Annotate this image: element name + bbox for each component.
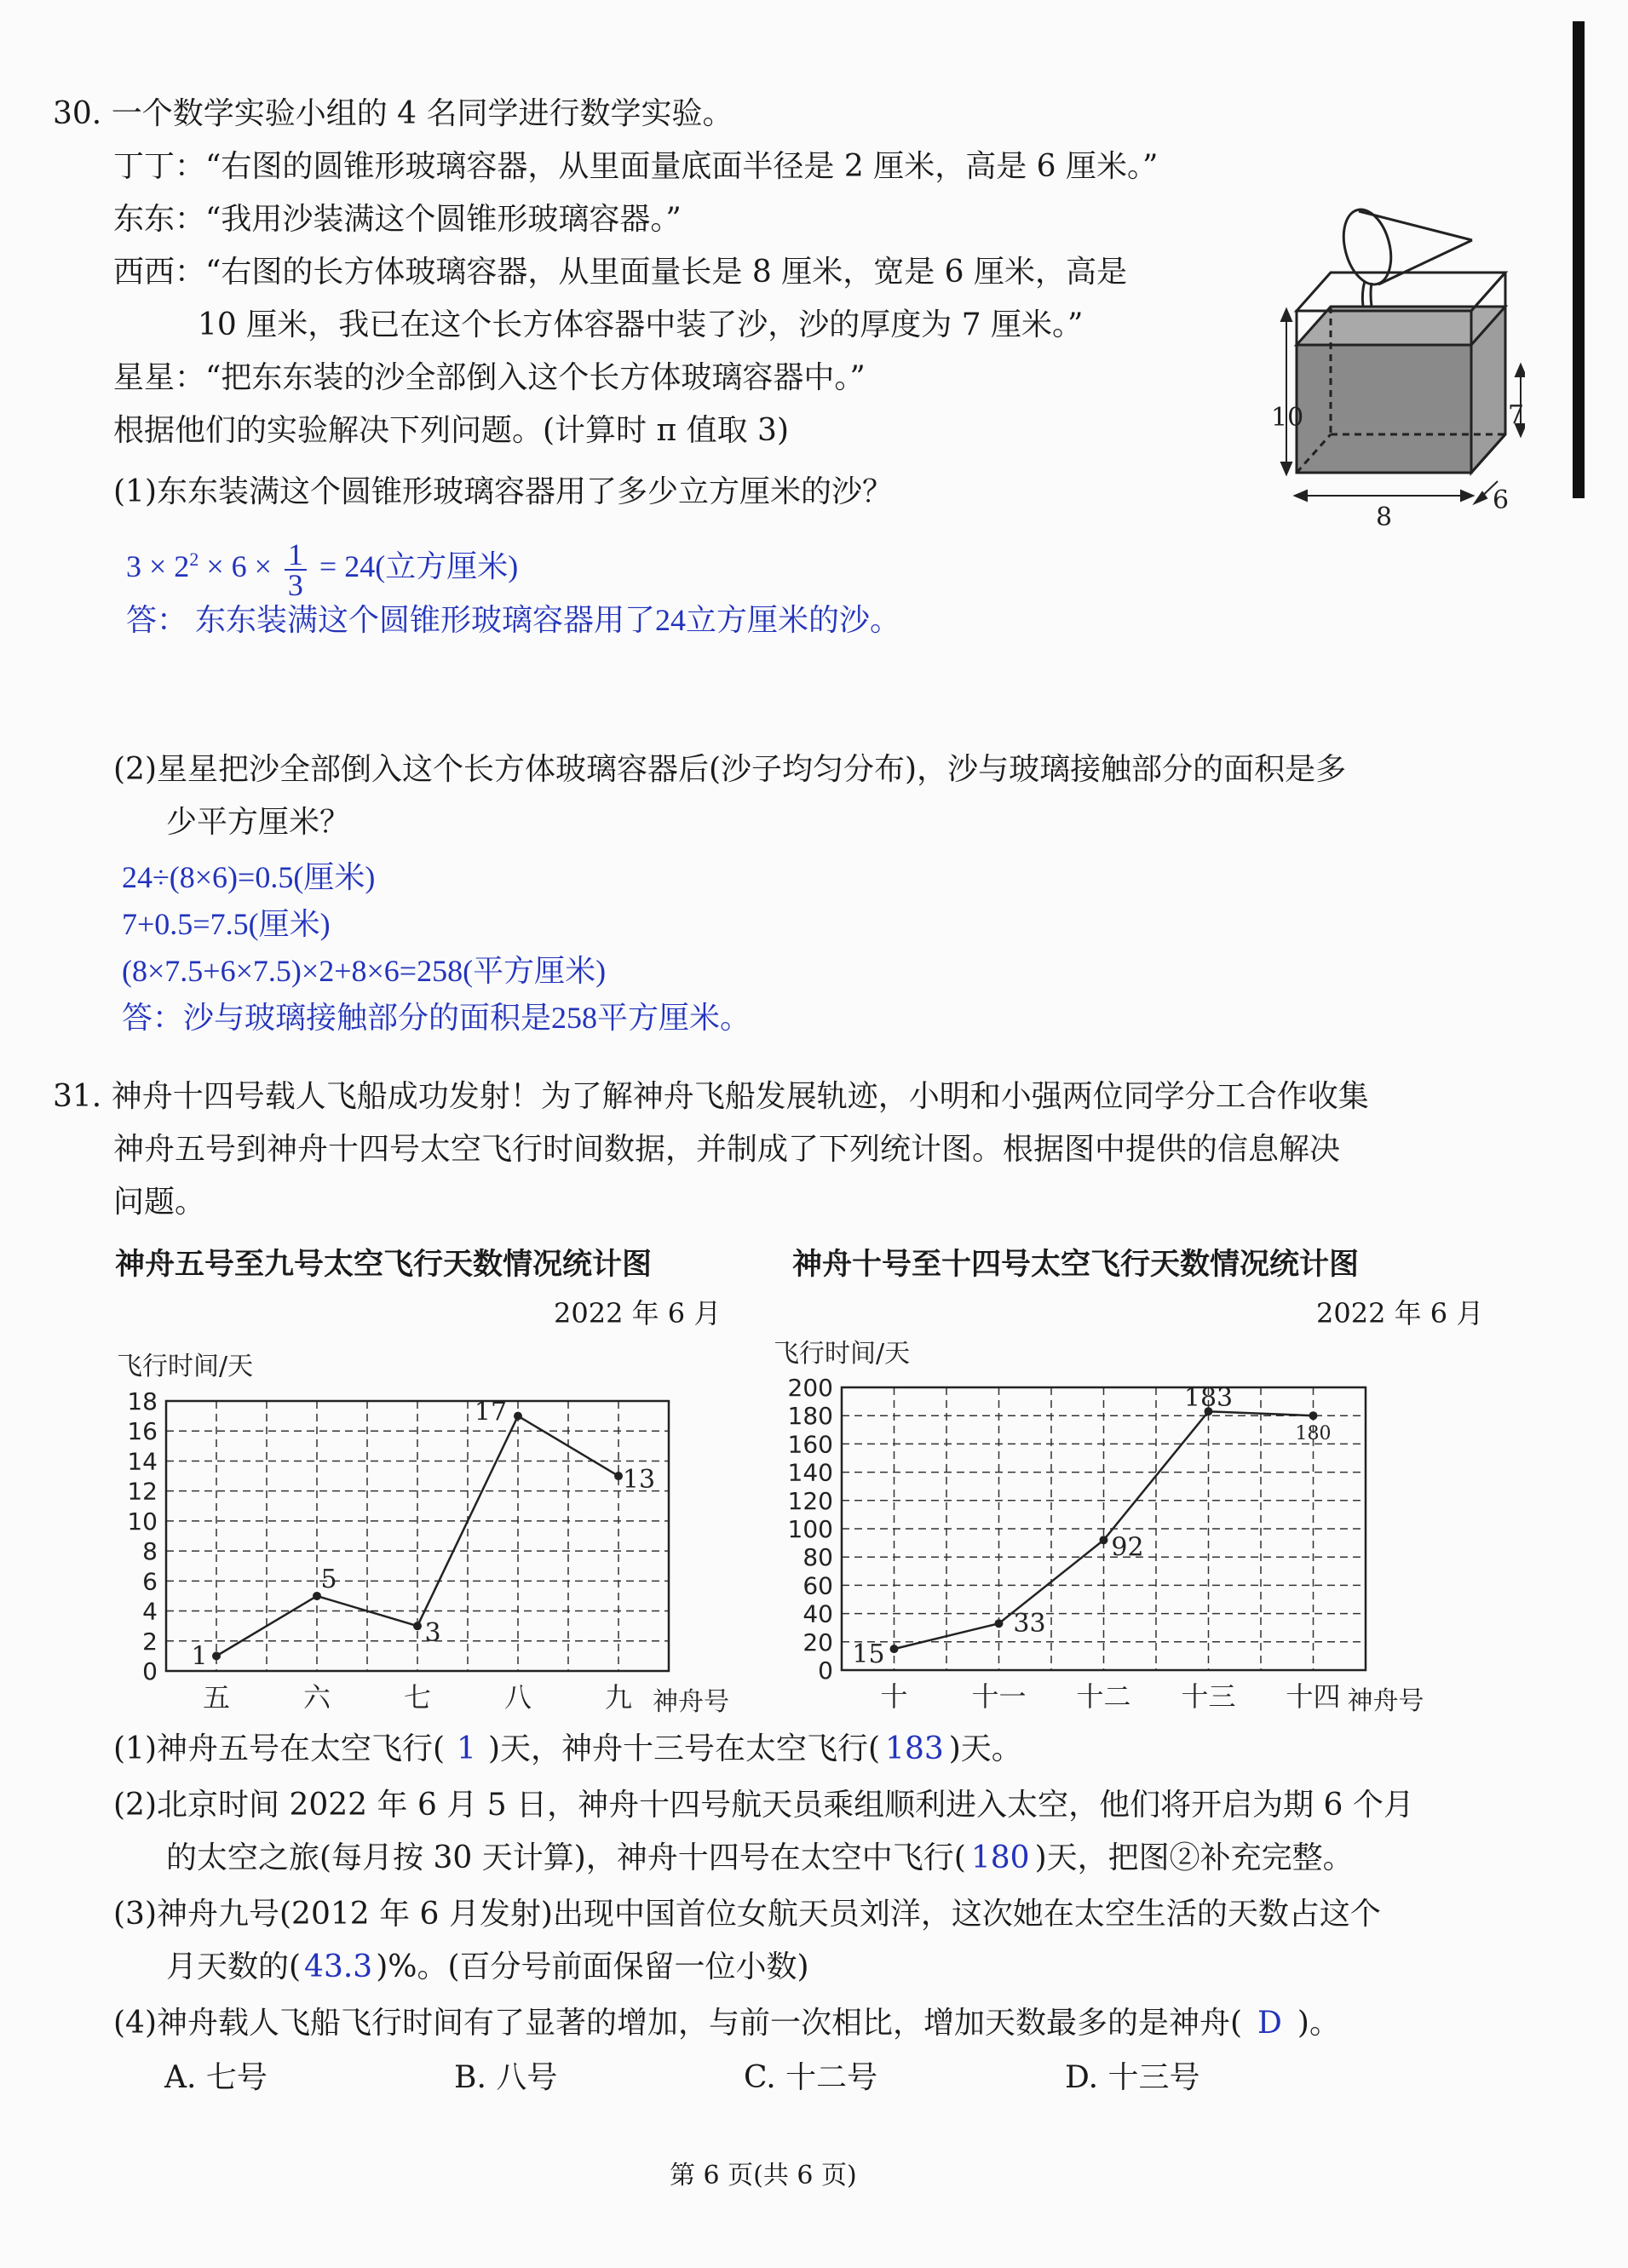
data-point bbox=[1100, 1536, 1108, 1544]
data-point bbox=[995, 1619, 1004, 1628]
chart1-date: 2022 年 6 月 bbox=[554, 1297, 722, 1329]
q31-intro-cont: 神舟五号到神舟十四号太空飞行时间数据，并制成了下列统计图。根据图中提供的信息解决 bbox=[113, 1132, 1341, 1167]
y-tick-label: 6 bbox=[142, 1567, 158, 1596]
x-tick-label: 十 bbox=[880, 1680, 908, 1713]
option-b: B. 八号 bbox=[454, 2060, 558, 2095]
q30-part1-answer: 答： 东东装满这个圆锥形玻璃容器用了24立方厘米的沙。 bbox=[126, 603, 901, 637]
q31-part3-cont: 月天数的( 43.3 )%。(百分号前面保留一位小数) bbox=[166, 1949, 809, 1984]
y-tick-label: 0 bbox=[818, 1657, 833, 1685]
q30-line-dongdong: 东东：“我用沙装满这个圆锥形玻璃容器。” bbox=[113, 202, 682, 237]
x-tick-label: 十三 bbox=[1181, 1680, 1236, 1713]
page-edge-shadow bbox=[1573, 21, 1585, 498]
cuboid-width-label: 6 bbox=[1493, 485, 1510, 515]
sand-height-label: 7 bbox=[1508, 400, 1525, 430]
y-tick-label: 60 bbox=[802, 1571, 833, 1600]
x-tick-label: 十四 bbox=[1286, 1680, 1341, 1713]
chart2-date: 2022 年 6 月 bbox=[1316, 1297, 1484, 1329]
x-tick-label: 九 bbox=[604, 1681, 633, 1714]
q31-intro-end: 问题。 bbox=[113, 1185, 206, 1220]
y-tick-label: 10 bbox=[127, 1507, 158, 1536]
q31-part4-answer: D bbox=[1257, 2006, 1282, 2041]
y-tick-label: 40 bbox=[802, 1599, 833, 1628]
x-tick-label: 六 bbox=[302, 1681, 331, 1714]
q30-intro: 30. 一个数学实验小组的 4 名同学进行数学实验。 bbox=[53, 96, 733, 131]
data-point bbox=[212, 1651, 221, 1660]
cone-illustration bbox=[1336, 204, 1472, 307]
y-tick-label: 2 bbox=[142, 1627, 158, 1656]
y-tick-label: 4 bbox=[142, 1597, 158, 1626]
data-label: 3 bbox=[424, 1618, 441, 1649]
chart2-line-chart bbox=[750, 1324, 1482, 1729]
y-tick-label: 160 bbox=[787, 1430, 833, 1459]
q30-part1-question: (1)东东装满这个圆锥形玻璃容器用了多少立方厘米的沙？ bbox=[113, 474, 893, 509]
q30-part2-step2: 7+0.5=7.5(厘米) bbox=[122, 907, 331, 941]
q31-part4: (4)神舟载人飞船飞行时间有了显著的增加，与前一次相比，增加天数最多的是神舟( D )。 bbox=[113, 2006, 1340, 2041]
data-point bbox=[514, 1412, 522, 1421]
y-tick-label: 12 bbox=[127, 1477, 158, 1506]
x-tick-label: 十二 bbox=[1076, 1680, 1131, 1713]
q30-part2-question: (2)星星把沙全部倒入这个长方体玻璃容器后(沙子均匀分布)，沙与玻璃接触部分的面积是多 bbox=[113, 752, 1347, 787]
q30-line-xingxing: 星星：“把东东装的沙全部倒入这个长方体玻璃容器中。” bbox=[113, 360, 866, 395]
data-point bbox=[890, 1645, 899, 1653]
x-tick-label: 八 bbox=[503, 1681, 532, 1714]
q31-part3: (3)神舟九号(2012 年 6 月发射)出现中国首位女航天员刘洋，这次她在太空生活的天数占这个 bbox=[113, 1897, 1381, 1932]
y-tick-label: 120 bbox=[787, 1486, 833, 1515]
cuboid-illustration bbox=[1297, 273, 1505, 473]
x-tick-label: 五 bbox=[202, 1681, 231, 1714]
x-tick-label: 十一 bbox=[971, 1680, 1027, 1713]
q31-part1-answer1: 1 bbox=[457, 1731, 476, 1766]
container-figure bbox=[1269, 200, 1525, 528]
q30-part2-step3: (8×7.5+6×7.5)×2+8×6=258(平方厘米) bbox=[122, 954, 607, 988]
x-axis-label: 神舟号 bbox=[1347, 1686, 1424, 1716]
q31-part1: (1)神舟五号在太空飞行( 1 )天，神舟十三号在太空飞行( 183 )天。 bbox=[113, 1731, 1022, 1766]
q30-instruction: 根据他们的实验解决下列问题。(计算时 π 值取 3) bbox=[113, 413, 789, 448]
q30-line-xixi: 西西：“右图的长方体玻璃容器，从里面量长是 8 厘米，宽是 6 厘米，高是 bbox=[113, 255, 1127, 290]
data-label: 180 bbox=[1295, 1423, 1332, 1445]
q30-part1-formula: $3 \times 2^2 \times 6$ × $\frac{1}{3}$ = 24(立方厘米) bbox=[126, 537, 519, 602]
data-point bbox=[1309, 1411, 1318, 1420]
data-label: 183 bbox=[1183, 1383, 1234, 1414]
q30-part2-step1: 24÷(8×6)=0.5(厘米) bbox=[122, 860, 376, 894]
page-footer: 第 6 页(共 6 页) bbox=[670, 2161, 857, 2190]
q31-intro: 31. 神舟十四号载人飞船成功发射！为了解神舟飞船发展轨迹，小明和小强两位同学分工合作收集 bbox=[53, 1079, 1369, 1114]
cuboid-height-label: 10 bbox=[1271, 403, 1304, 433]
option-c: C. 十二号 bbox=[744, 2060, 878, 2095]
y-tick-label: 140 bbox=[787, 1458, 833, 1487]
y-tick-label: 0 bbox=[142, 1657, 158, 1685]
y-tick-label: 18 bbox=[127, 1387, 158, 1415]
y-tick-label: 80 bbox=[802, 1543, 833, 1572]
data-label: 33 bbox=[1013, 1609, 1046, 1639]
x-tick-label: 七 bbox=[403, 1681, 432, 1714]
q30-line-xixi-cont: 10 厘米，我已在这个长方体容器中装了沙，沙的厚度为 7 厘米。” bbox=[198, 307, 1084, 342]
y-tick-label: 20 bbox=[802, 1628, 833, 1657]
y-tick-label: 16 bbox=[127, 1417, 158, 1446]
data-point bbox=[413, 1622, 422, 1630]
data-point bbox=[614, 1472, 623, 1480]
y-axis-label: 飞行时间/天 bbox=[774, 1339, 911, 1369]
q30-part2-answer: 答：沙与玻璃接触部分的面积是258平方厘米。 bbox=[122, 1001, 751, 1035]
y-tick-label: 100 bbox=[787, 1515, 833, 1543]
q31-part1-answer2: 183 bbox=[885, 1731, 944, 1766]
option-d: D. 十三号 bbox=[1065, 2060, 1200, 2095]
data-label: 1 bbox=[191, 1641, 208, 1672]
x-axis-label: 神舟号 bbox=[653, 1687, 729, 1717]
q31-part2-answer: 180 bbox=[970, 1840, 1030, 1875]
q30-part2-question-cont: 少平方厘米？ bbox=[166, 805, 351, 840]
chart1-line-chart bbox=[106, 1337, 762, 1729]
chart1-title: 神舟五号至九号太空飞行天数情况统计图 bbox=[115, 1248, 653, 1282]
data-label: 13 bbox=[622, 1465, 656, 1496]
q31-part2: (2)北京时间 2022 年 6 月 5 日，神舟十四号航天员乘组顺利进入太空，他们将开启为期 6 个月 bbox=[113, 1788, 1414, 1823]
chart2-title: 神舟十号至十四号太空飞行天数情况统计图 bbox=[792, 1248, 1360, 1282]
data-label: 15 bbox=[852, 1639, 885, 1670]
data-label: 5 bbox=[320, 1564, 337, 1594]
cuboid-length-label: 8 bbox=[1376, 502, 1393, 528]
q30-line-dingding: 丁丁：“右图的圆锥形玻璃容器，从里面量底面半径是 2 厘米，高是 6 厘米。” bbox=[113, 149, 1159, 184]
data-label: 92 bbox=[1111, 1532, 1144, 1563]
y-axis-label: 飞行时间/天 bbox=[117, 1352, 254, 1381]
y-tick-label: 14 bbox=[127, 1447, 158, 1476]
option-a: A. 七号 bbox=[164, 2060, 267, 2095]
q31-part2-cont: 的太空之旅(每月按 30 天计算)，神舟十四号在太空中飞行( 180 )天，把图②补充完整。 bbox=[166, 1840, 1354, 1875]
y-tick-label: 180 bbox=[787, 1402, 833, 1431]
y-tick-label: 8 bbox=[142, 1537, 158, 1566]
data-label: 17 bbox=[474, 1397, 508, 1427]
y-tick-label: 200 bbox=[787, 1374, 833, 1402]
q31-part3-answer: 43.3 bbox=[304, 1949, 373, 1984]
